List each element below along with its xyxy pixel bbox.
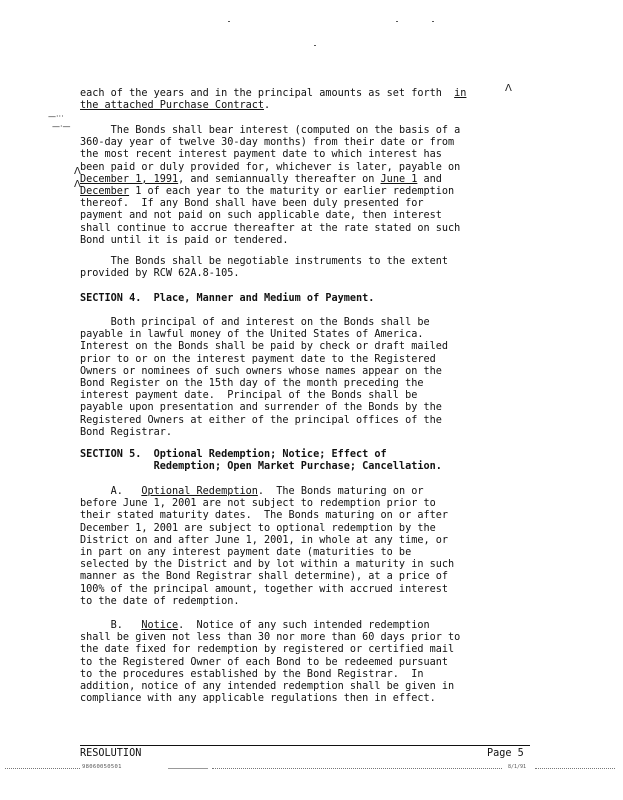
interest-paragraph: The Bonds shall bear interest (computed on the basis of a 360-day year of twelve 30-day months) from their date or from the most recent interest payment date to which interest has been paid or duly provided for, whichever is later, payable on December 1, 1991, and semiannually thereafter on June 1 and December 1 of each year to the maturity or earlier redemption thereof. If any Bond shall have been duly presented for payment and not paid on such applicable date, then interest shall continue to accrue thereafter at the rate stated on such Bond until it is paid or tendered. xyxy=(80,125,461,246)
notice-paragraph: B. Notice. Notice of any such intended redemption shall be given not less than 30 nor more than 60 days prior to the date fixed for redemption by registered or certified mail to the Registered Owner of each Bond to be redeemed pursuant to the procedures established by the Bond Registrar. In addition, notice of any intended redemption shall be given in compliance with any applicable regulations then in effect. xyxy=(80,620,461,705)
payment-paragraph: Both principal of and interest on the Bonds shall be payable in lawful money of the United States of America. Interest on the Bonds shall be paid by check or draft mailed prior to or on the interest payment date to the Registered Owners or nominees of such owners whose names appear on the Bond Register on the 15th day of the month preceding the interest payment date. Principal of the Bonds shall be payable upon presentation and surrender of the Bonds by the Registered Owners at either of the principal offices of the Bond Registrar. xyxy=(80,317,449,438)
june-date: June 1 xyxy=(380,173,418,185)
footer-page-number: Page 5 xyxy=(487,748,524,759)
paragraph-continuation: each of the years and in the principal amounts as set forth in the attached Purchase Contract. xyxy=(80,88,467,112)
footer-dotted-line xyxy=(212,768,502,769)
footer-resolution-label: RESOLUTION xyxy=(80,748,142,759)
scan-speck xyxy=(432,21,434,22)
footer-dotted-line xyxy=(5,768,80,769)
inserted-word: in xyxy=(454,88,467,99)
scan-speck xyxy=(396,21,398,22)
purchase-contract-reference: the attached Purchase Contract xyxy=(80,100,265,112)
december-date: December xyxy=(80,186,130,198)
first-payment-date: December 1, 1991 xyxy=(80,173,179,185)
margin-mark: —··· xyxy=(48,112,64,121)
section-4-heading: SECTION 4. Place, Manner and Medium of Payment. xyxy=(80,293,375,304)
document-code-right: 8/1/91 xyxy=(508,764,527,770)
optional-redemption-title: Optional Redemption xyxy=(141,486,258,497)
insertion-caret-mark: Λ xyxy=(74,166,81,177)
optional-redemption-paragraph: A. Optional Redemption. The Bonds maturing on or before June 1, 2001 are not subject to redemption prior to their stated maturity dates. The Bonds maturing on or after December 1, 2001 are subject to optional redemption by the District on and after June 1, 2001, in whole at any time, or in part on any interest payment date (maturities to be selected by the District and by lot within a maturity in such manner as the Bond Registrar shall determine), at a price of 100% of the principal amount, together with accrued interest to the date of redemption. xyxy=(80,486,455,607)
insertion-caret-mark: Λ xyxy=(74,179,81,190)
document-code: 98060050501 xyxy=(82,764,122,770)
scan-speck xyxy=(314,45,316,46)
footer-line xyxy=(168,768,208,769)
notice-title: Notice xyxy=(141,620,179,631)
footer-dotted-line xyxy=(535,768,615,769)
scan-speck xyxy=(228,21,230,22)
footer-rule xyxy=(80,745,530,746)
section-5-heading: SECTION 5. Optional Redemption; Notice; Effect of Redemption; Open Market Purchase; Cancellation. xyxy=(80,449,442,473)
negotiable-paragraph: The Bonds shall be negotiable instruments to the extent provided by RCW 62A.8-105. xyxy=(80,256,449,280)
insertion-caret-mark: Λ xyxy=(505,83,512,94)
margin-mark: —·— xyxy=(52,122,71,131)
